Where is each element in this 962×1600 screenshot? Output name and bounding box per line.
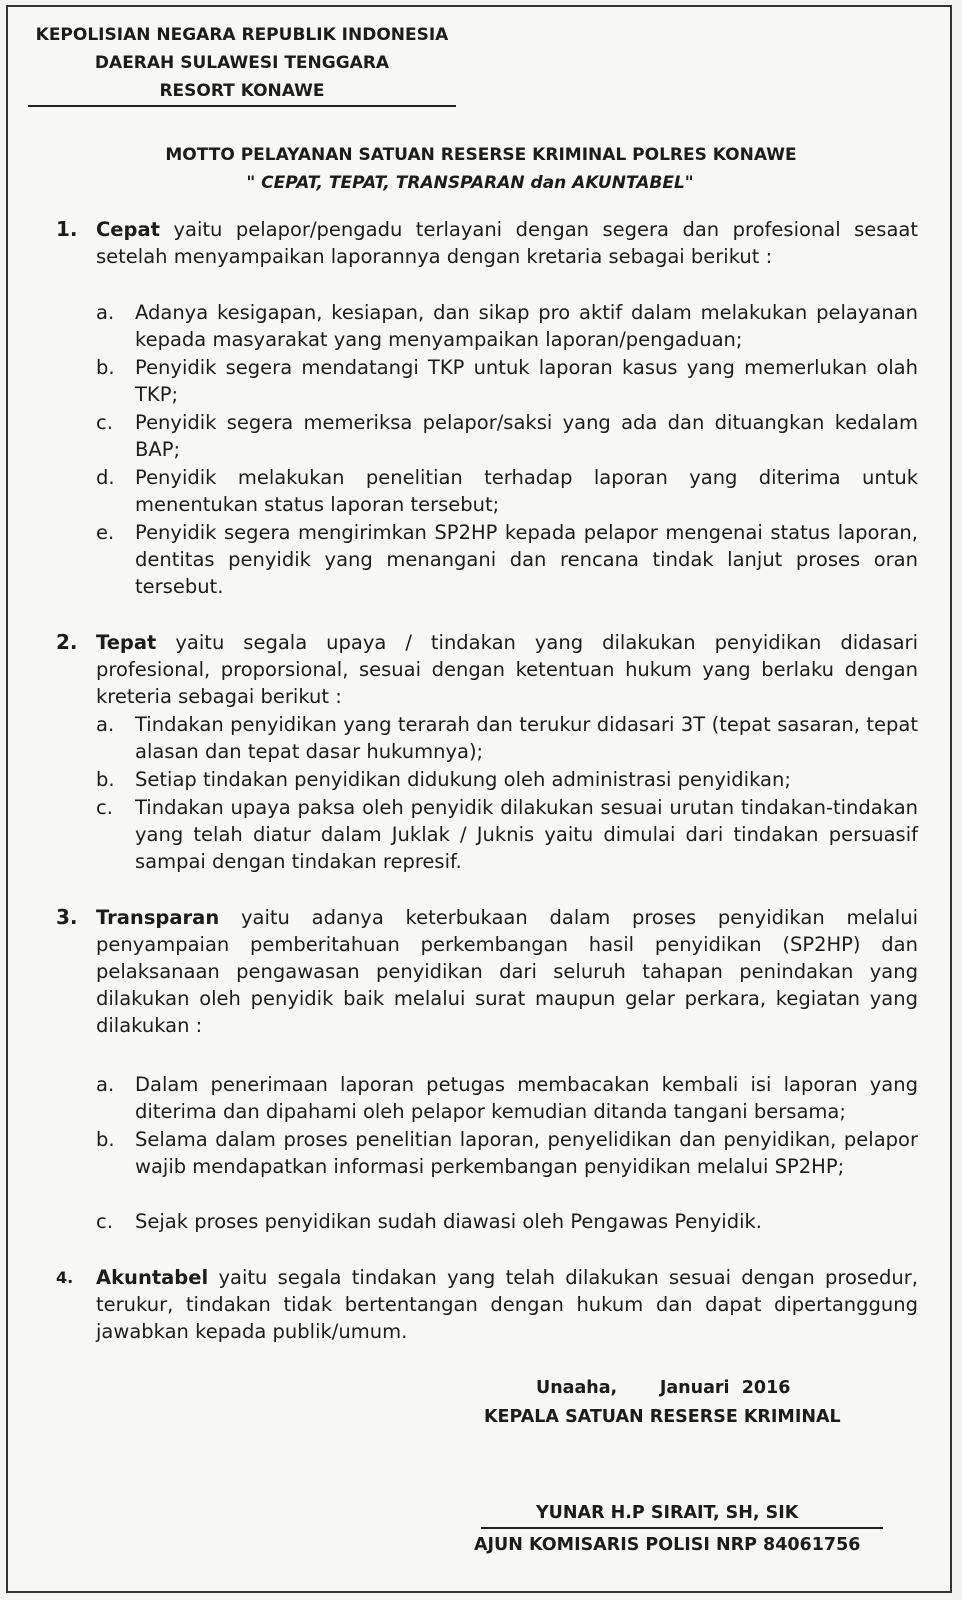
letterhead-underline xyxy=(28,105,456,107)
section-2-term: Tepat xyxy=(96,631,157,654)
section-4-text: yaitu segala tindakan yang telah dilakukan sesuai dengan prosedur, terukur, tindakan tidak bertentangan dengan hukum dan dapat dipertanggung jawabkan kepada publik/umum. xyxy=(96,1266,918,1343)
section-3-item-b-label: b. xyxy=(96,1128,115,1151)
section-3-item-a-text: Dalam penerimaan laporan petugas membacakan kembali isi laporan yang diterima dan dipahami oleh pelapor kemudian ditanda tangani bersama; xyxy=(135,1073,918,1123)
section-1-item-e-label: e. xyxy=(96,521,115,544)
section-2-item-b-text: Setiap tindakan penyidikan didukung oleh administrasi penyidikan; xyxy=(135,768,791,791)
section-4-number: 4. xyxy=(56,1268,74,1287)
section-2-item-c-label: c. xyxy=(96,796,113,819)
signature-place-date: Unaaha, Januari 2016 xyxy=(536,1378,791,1398)
section-1-item-a-text: Adanya kesigapan, kesiapan, dan sikap pro aktif dalam melakukan pelayanan kepada masyarakat yang menyampaikan laporan/pengaduan; xyxy=(135,301,918,351)
document-page xyxy=(6,5,952,1593)
signature-position: KEPALA SATUAN RESERSE KRIMINAL xyxy=(484,1407,841,1427)
section-2-item-b-label: b. xyxy=(96,768,115,791)
letterhead-line-1: KEPOLISIAN NEGARA REPUBLIK INDONESIA xyxy=(35,25,449,45)
motto-title: MOTTO PELAYANAN SATUAN RESERSE KRIMINAL POLRES KONAWE xyxy=(165,145,797,165)
section-1-item-b-label: b. xyxy=(96,356,115,379)
letterhead-line-3: RESORT KONAWE xyxy=(159,81,325,101)
motto-heading xyxy=(8,141,954,197)
section-2-number: 2. xyxy=(56,630,78,654)
section-1-item-d-text: Penyidik melakukan penelitian terhadap laporan yang diterima untuk menentukan status laporan tersebut; xyxy=(135,466,918,516)
section-2-item-c-text: Tindakan upaya paksa oleh penyidik dilakukan sesuai urutan tindakan-tindakan yang telah diatur dalam Juklak / Juknis yaitu dimulai dari tindakan persuasif sampai dengan tindakan represif. xyxy=(135,796,918,873)
signature-name-underline xyxy=(481,1527,883,1529)
section-1-number: 1. xyxy=(56,217,78,241)
section-3-number: 3. xyxy=(56,905,78,929)
section-2-text: yaitu segala upaya / tindakan yang dilakukan penyidikan didasari profesional, proporsional, sesuai dengan ketentuan hukum yang berlaku dengan kreteria sebagai berikut : xyxy=(96,631,918,708)
section-1-item-c-label: c. xyxy=(96,411,113,434)
section-4-term: Akuntabel xyxy=(96,1266,209,1289)
section-2-paragraph xyxy=(96,629,918,710)
section-3-item-c-label: c. xyxy=(96,1210,113,1233)
section-4-paragraph xyxy=(96,1264,918,1345)
section-1-text: yaitu pelapor/pengadu terlayani dengan segera dan profesional sesaat setelah menyampaikan laporannya dengan kretaria sebagai berikut : xyxy=(96,218,918,268)
motto-subtitle: " CEPAT, TEPAT, TRANSPARAN dan AKUNTABEL" xyxy=(246,173,694,193)
section-1-term: Cepat xyxy=(96,218,160,241)
section-3-paragraph xyxy=(96,904,918,1039)
signature-name: YUNAR H.P SIRAIT, SH, SIK xyxy=(536,1503,799,1523)
section-3-item-c-text: Sejak proses penyidikan sudah diawasi oleh Pengawas Penyidik. xyxy=(135,1210,762,1233)
section-3-text: yaitu adanya keterbukaan dalam proses penyidikan melalui penyampaian pemberitahuan perkembangan hasil penyidikan (SP2HP) dan pelaksanaan pengawasan penyidikan dari seluruh tahapan penindakan yang dilakukan oleh penyidik baik melalui surat maupun gelar perkara, kegiatan yang dilakukan : xyxy=(96,906,918,1037)
section-2-item-a-text: Tindakan penyidikan yang terarah dan terukur didasari 3T (tepat sasaran, tepat alasan dan tepat dasar hukumnya); xyxy=(135,713,918,763)
section-1-item-d-label: d. xyxy=(96,466,115,489)
letterhead xyxy=(28,21,456,105)
section-1-item-b-text: Penyidik segera mendatangi TKP untuk laporan kasus yang memerlukan olah TKP; xyxy=(135,356,918,406)
section-1-item-c-text: Penyidik segera memeriksa pelapor/saksi yang ada dan dituangkan kedalam BAP; xyxy=(135,411,918,461)
section-3-item-b-text: Selama dalam proses penelitian laporan, penyelidikan dan penyidikan, pelapor wajib mendapatkan informasi perkembangan penyidikan melalui SP2HP; xyxy=(135,1128,918,1178)
letterhead-line-2: DAERAH SULAWESI TENGGARA xyxy=(94,53,390,73)
signature-rank-nrp: AJUN KOMISARIS POLISI NRP 84061756 xyxy=(474,1535,861,1555)
section-1-paragraph xyxy=(96,216,918,270)
section-3-item-a-label: a. xyxy=(96,1073,115,1096)
section-3-term: Transparan xyxy=(96,906,220,929)
section-1-item-e-text: Penyidik segera mengirimkan SP2HP kepada pelapor mengenai status laporan, dentitas penyidik yang menangani dan rencana tindak lanjut proses oran tersebut. xyxy=(135,521,918,598)
section-2-item-a-label: a. xyxy=(96,713,115,736)
section-1-item-a-label: a. xyxy=(96,301,115,324)
